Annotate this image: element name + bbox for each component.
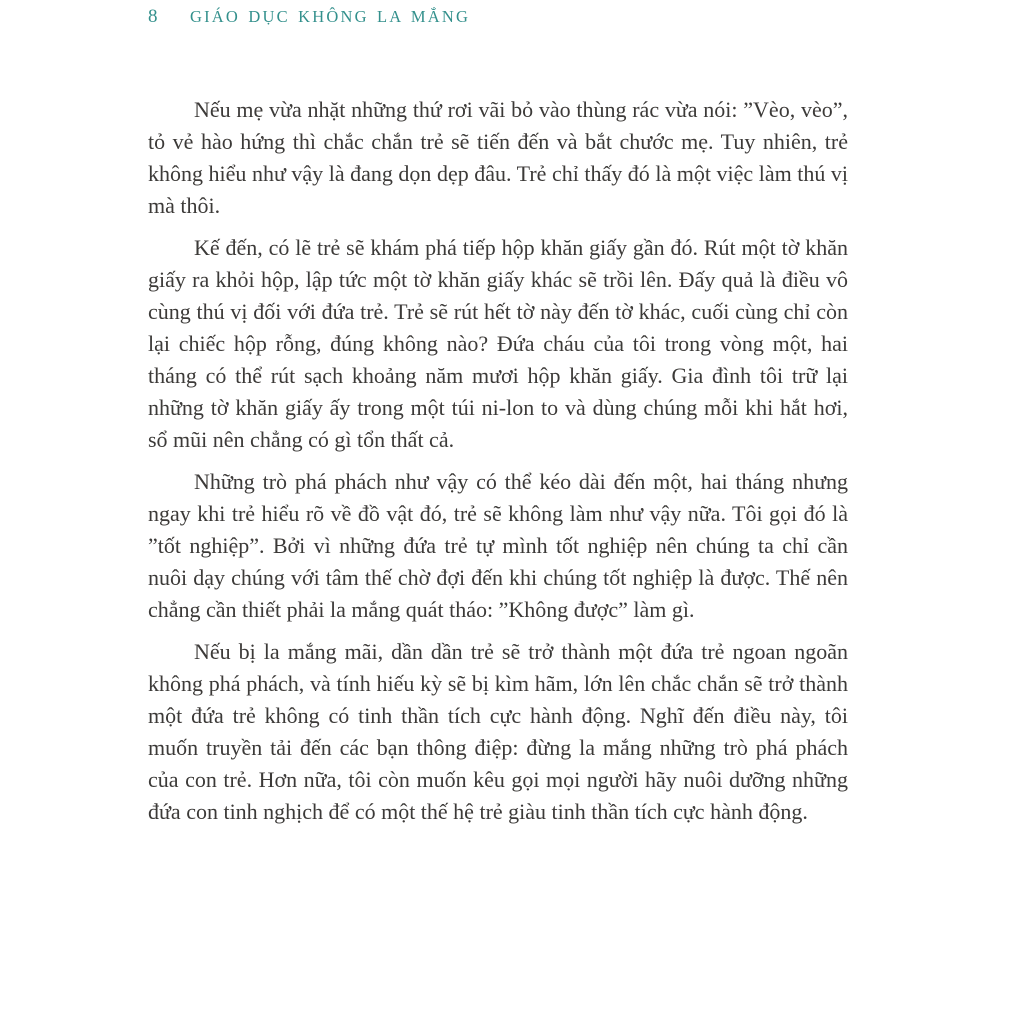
running-header bbox=[148, 6, 876, 28]
page-number: 8 bbox=[148, 6, 158, 27]
paragraph-4: Nếu bị la mắng mãi, dần dần trẻ sẽ trở thành một đứa trẻ ngoan ngoãn không phá phách, và tính hiếu kỳ sẽ bị kìm hãm, lớn lên chắc chắn sẽ trở thành một đứa trẻ không có tinh thần tích cực hành động. Nghĩ đến điều này, tôi muốn truyền tải đến các bạn thông điệp: đừng la mắng những trò phá phách của con trẻ. Hơn nữa, tôi còn muốn kêu gọi mọi người hãy nuôi dưỡng những đứa con tinh nghịch để có một thế hệ trẻ giàu tinh thần tích cực hành động. bbox=[148, 639, 848, 824]
paragraph-3: Những trò phá phách như vậy có thể kéo dài đến một, hai tháng nhưng ngay khi trẻ hiểu rõ về đồ vật đó, trẻ sẽ không làm như vậy nữa. Tôi gọi đó là ”tốt nghiệp”. Bởi vì những đứa trẻ tự mình tốt nghiệp nên chúng ta chỉ cần nuôi dạy chúng với tâm thế chờ đợi đến khi chúng tốt nghiệp là được. Thế nên chẳng cần thiết phải la mắng quát tháo: ”Không được” làm gì. bbox=[148, 469, 848, 622]
paragraph-2: Kế đến, có lẽ trẻ sẽ khám phá tiếp hộp khăn giấy gần đó. Rút một tờ khăn giấy ra khỏi hộp, lập tức một tờ khăn giấy khác sẽ trồi lên. Đấy quả là điều vô cùng thú vị đối với đứa trẻ. Trẻ sẽ rút hết tờ này đến tờ khác, cuối cùng chỉ còn lại chiếc hộp rỗng, đúng không nào? Đứa cháu của tôi trong vòng một, hai tháng có thể rút sạch khoảng năm mươi hộp khăn giấy. Gia đình tôi trữ lại những tờ khăn giấy ấy trong một túi ni-lon to và dùng chúng mỗi khi hắt hơi, sổ mũi nên chẳng có gì tổn thất cả. bbox=[148, 235, 848, 452]
book-title: GIÁO DỤC KHÔNG LA MẮNG bbox=[190, 7, 471, 26]
page-body bbox=[148, 94, 848, 828]
paragraph-1: Nếu mẹ vừa nhặt những thứ rơi vãi bỏ vào thùng rác vừa nói: ”Vèo, vèo”, tỏ vẻ hào hứng thì chắc chắn trẻ sẽ tiến đến và bắt chước mẹ. Tuy nhiên, trẻ không hiểu như vậy là đang dọn dẹp đâu. Trẻ chỉ thấy đó là một việc làm thú vị mà thôi. bbox=[148, 97, 848, 218]
